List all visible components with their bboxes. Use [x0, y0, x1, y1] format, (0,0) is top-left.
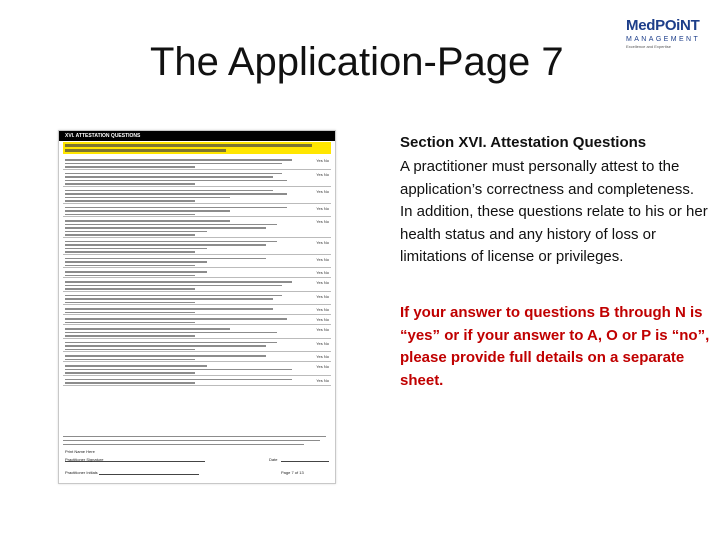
doc-question-text: [65, 269, 301, 276]
doc-question-row: [63, 217, 331, 238]
doc-initials-line: [99, 474, 199, 475]
doc-question-text: [65, 306, 301, 313]
doc-question-text: [65, 326, 301, 337]
doc-question-row: [63, 315, 331, 325]
doc-question-text: [65, 218, 301, 236]
doc-yes-no-choice: Yes No: [316, 317, 329, 322]
doc-page-label: Page 7 of 13: [281, 470, 304, 475]
doc-yes-no-choice: Yes No: [316, 158, 329, 163]
doc-section-header: XVI. ATTESTATION QUESTIONS: [59, 131, 335, 141]
logo-tagline: Excellence and Expertise: [626, 44, 671, 49]
doc-yes-no-choice: Yes No: [316, 327, 329, 332]
doc-question-text: [65, 256, 301, 267]
doc-question-text: [65, 293, 301, 304]
doc-yes-no-choice: Yes No: [316, 377, 329, 383]
logo-brand-part2: POiNT: [655, 17, 700, 34]
doc-question-text: [65, 188, 301, 202]
doc-question-row: [63, 278, 331, 292]
doc-question-row: [63, 376, 331, 386]
doc-question-text: [65, 316, 301, 323]
doc-question-text: [65, 363, 301, 374]
doc-yes-no-choice: Yes No: [316, 340, 329, 346]
doc-attestation-statement: [63, 433, 331, 445]
doc-yes-no-choice: Yes No: [316, 270, 329, 275]
logo-brand-part1: Med: [626, 17, 656, 34]
doc-yes-no-choice: Yes No: [316, 307, 329, 312]
doc-question-row: [63, 305, 331, 315]
doc-question-row: [63, 339, 331, 353]
doc-question-row: [63, 156, 331, 170]
doc-yes-no-choice: Yes No: [316, 280, 329, 285]
doc-yes-no-choice: Yes No: [316, 171, 329, 177]
doc-question-text: [65, 239, 301, 253]
doc-yes-no-choice: Yes No: [316, 239, 329, 245]
doc-question-text: [65, 157, 301, 168]
doc-question-row: [63, 187, 331, 204]
doc-date-line: [281, 461, 329, 462]
doc-question-row: [63, 325, 331, 339]
doc-signature-label: Practitioner Signature: [65, 457, 104, 462]
doc-yes-no-choice: Yes No: [316, 205, 329, 211]
doc-print-name-label: Print Name Here: [65, 449, 95, 454]
doc-yes-no-choice: Yes No: [316, 293, 329, 299]
doc-question-row: [63, 352, 331, 362]
doc-yes-no-choice: Yes No: [316, 188, 329, 194]
doc-yes-no-choice: Yes No: [316, 354, 329, 359]
doc-yes-no-choice: Yes No: [316, 219, 329, 224]
doc-question-row: [63, 255, 331, 269]
doc-question-text: [65, 377, 301, 384]
logo-brand-sub: MANAGEMENT: [626, 36, 701, 43]
doc-question-row: [63, 170, 331, 187]
doc-question-row: [63, 204, 331, 218]
section-heading: Section XVI. Attestation Questions: [400, 134, 647, 151]
slide-title: The Application-Page 7: [150, 40, 564, 84]
section-description: A practitioner must personally attest to the application’s correctness and completeness. In addition, these questions relate to his or her health status and any history of loss or limitations of license or privileges.: [400, 158, 708, 265]
doc-yes-no-choice: Yes No: [316, 256, 329, 262]
doc-question-text: [65, 171, 301, 185]
doc-question-text: [65, 205, 301, 216]
doc-date-label: Date: [269, 457, 278, 462]
doc-question-row: [63, 292, 331, 306]
doc-instructions-highlight: [63, 142, 331, 154]
doc-question-text: [65, 353, 301, 360]
answer-instructions-note: If your answer to questions B through N is “yes” or if your answer to A, O or P is “no”, please provide full details on a separate sheet.: [400, 304, 710, 389]
doc-yes-no-choice: Yes No: [316, 364, 329, 369]
doc-question-list: [63, 156, 331, 386]
medpoint-logo: [626, 18, 710, 48]
doc-initials-label: Practitioner Initials: [65, 470, 98, 475]
doc-question-text: [65, 279, 301, 290]
doc-question-row: [63, 268, 331, 278]
doc-question-row: [63, 238, 331, 255]
doc-question-text: [65, 340, 301, 351]
application-page-image: [58, 130, 336, 484]
doc-question-row: [63, 362, 331, 376]
